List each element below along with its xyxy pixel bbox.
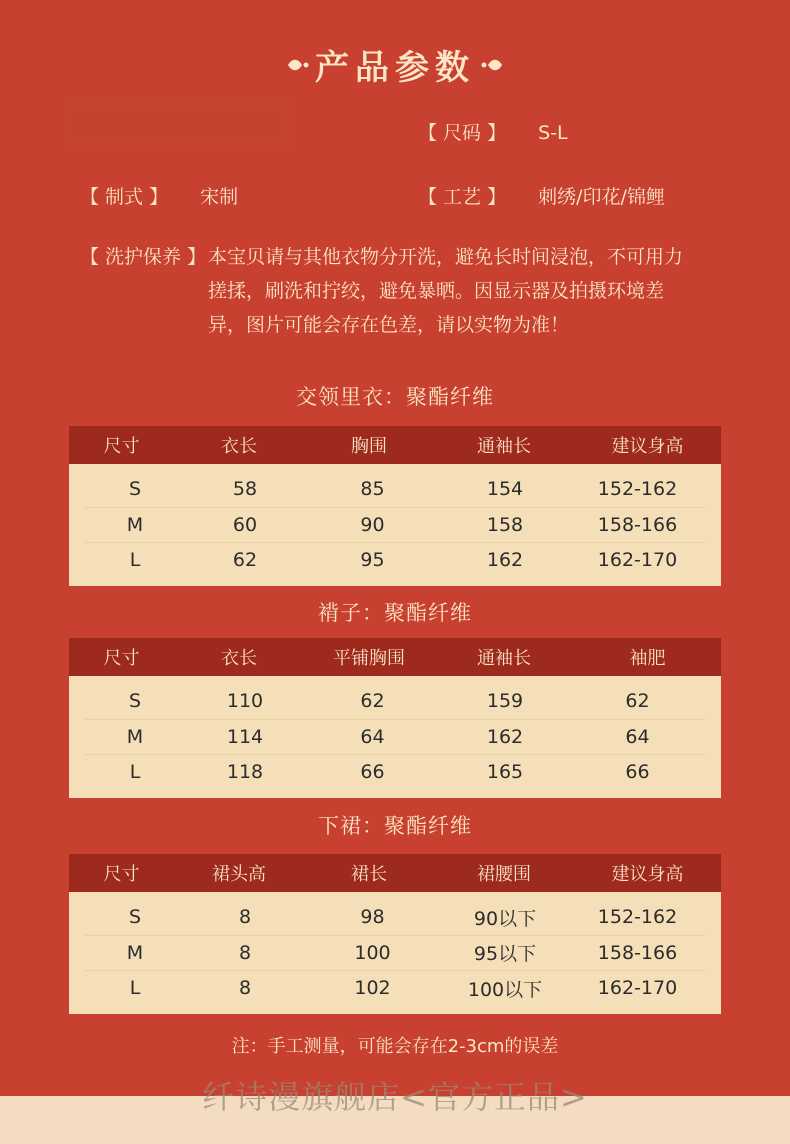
table-cell: M	[126, 725, 144, 748]
table-cell: S	[128, 690, 142, 713]
table-cell: 162	[486, 725, 524, 748]
table-row	[85, 936, 705, 972]
table-cell: 62	[625, 690, 650, 713]
table-cell: 158	[486, 513, 524, 536]
table-cell: 62	[232, 549, 258, 572]
craft-param	[418, 182, 665, 209]
table-cell: 85	[360, 478, 385, 501]
table-cell: 152-162	[597, 478, 678, 501]
style-param	[80, 182, 238, 209]
care-text: 本宝贝请与其他衣物分开洗，避免长时间浸泡，不可用力搓揉，刷洗和拧绞，避免暴晒。因显示器及拍摄环境差异，图片可能会存在色差，请以实物为准！	[208, 246, 684, 336]
title-row	[0, 40, 790, 89]
care-label: 【 洗护保养 】	[80, 246, 207, 268]
table-cell: 158-166	[597, 941, 678, 964]
table-header	[69, 426, 721, 464]
table-cell: 118	[226, 761, 264, 784]
size-table-beizi	[69, 638, 721, 798]
table-cell: 162	[486, 549, 524, 572]
size-param	[418, 118, 568, 145]
header-cell: 袖肥	[629, 648, 666, 669]
size-label: 【 尺码 】	[418, 122, 507, 144]
header-cell: 胸围	[351, 436, 387, 457]
size-table-skirt	[69, 854, 721, 1014]
header-cell: 衣长	[221, 436, 257, 457]
table-cell: L	[129, 761, 141, 784]
header-cell: 通袖长	[477, 436, 531, 457]
header-cell: 裙腰围	[477, 864, 531, 885]
blurred-region	[58, 92, 298, 152]
table-cell: 66	[360, 761, 385, 784]
table-cell: 165	[486, 761, 524, 784]
craft-label: 【 工艺 】	[418, 186, 507, 208]
table-cell: M	[126, 513, 144, 536]
table-body	[69, 892, 721, 1014]
table-row	[85, 971, 705, 1006]
table-cell: 62	[360, 690, 385, 713]
table-row	[85, 543, 705, 578]
table-cell: 60	[232, 513, 258, 536]
header-cell: 通袖长	[477, 648, 531, 669]
table-row	[85, 472, 705, 508]
table-row	[85, 508, 705, 544]
table-cell: 98	[360, 906, 385, 929]
header-cell: 尺寸	[103, 648, 140, 669]
table-cell: 8	[238, 906, 252, 929]
table-row	[85, 900, 705, 936]
table-cell: L	[129, 549, 141, 572]
table-cell: 8	[238, 941, 252, 964]
header-cell: 尺寸	[103, 864, 140, 885]
table-title-beizi: 褙子：聚酯纤维	[318, 601, 472, 625]
header-cell: 建议身高	[611, 436, 684, 457]
right-ornament-icon	[480, 52, 506, 78]
table-cell: 95	[360, 549, 385, 572]
table-cell: 100以下	[467, 978, 543, 1001]
table-cell: 90	[360, 513, 385, 536]
table-title-skirt: 下裙：聚酯纤维	[318, 814, 472, 838]
table-cell: S	[128, 906, 142, 929]
style-value: 宋制	[200, 186, 239, 208]
header-cell: 尺寸	[103, 436, 140, 457]
header-cell: 建议身高	[611, 864, 684, 885]
table-cell: 95以下	[473, 943, 537, 966]
table-cell: 152-162	[597, 906, 678, 929]
header-cell: 裙头高	[212, 864, 266, 885]
table-cell: M	[126, 941, 144, 964]
table-body	[69, 676, 721, 798]
craft-value: 刺绣/印花/锦鲤	[538, 186, 665, 208]
table-cell: 102	[354, 977, 391, 1000]
store-watermark: 纤诗漫旗舰店<官方正品>	[202, 1078, 588, 1116]
table-cell: 114	[226, 725, 264, 748]
table-cell: 58	[232, 478, 258, 501]
table-cell: 162-170	[597, 549, 678, 572]
size-table-inner-top	[69, 426, 721, 586]
table-cell: 110	[226, 690, 264, 713]
header-cell: 裙长	[351, 864, 387, 885]
table-cell: 162-170	[597, 977, 678, 1000]
left-ornament-icon	[284, 52, 310, 78]
table-row	[85, 720, 705, 756]
table-row	[85, 684, 705, 720]
table-body	[69, 464, 721, 586]
table-row	[85, 755, 705, 790]
header-cell: 平铺胸围	[333, 648, 405, 669]
table-title-inner-top: 交领里衣：聚酯纤维	[296, 385, 494, 409]
table-header	[69, 638, 721, 676]
page-title: 产品参数	[315, 48, 475, 88]
style-label: 【 制式 】	[80, 186, 169, 208]
measurement-note: 注：手工测量，可能会存在2-3cm的误差	[231, 1036, 559, 1057]
table-cell: L	[129, 977, 141, 1000]
table-cell: 66	[625, 761, 650, 784]
header-cell: 衣长	[221, 648, 257, 669]
table-cell: 90以下	[473, 907, 537, 930]
table-cell: 64	[625, 725, 650, 748]
table-cell: 154	[486, 478, 524, 501]
table-cell: 64	[360, 725, 385, 748]
table-cell: 8	[238, 977, 252, 1000]
size-value: S-L	[538, 122, 568, 144]
table-cell: 159	[486, 690, 524, 713]
table-cell: 158-166	[597, 513, 678, 536]
table-cell: 100	[354, 941, 391, 964]
table-cell: S	[128, 478, 142, 501]
table-header	[69, 854, 721, 892]
